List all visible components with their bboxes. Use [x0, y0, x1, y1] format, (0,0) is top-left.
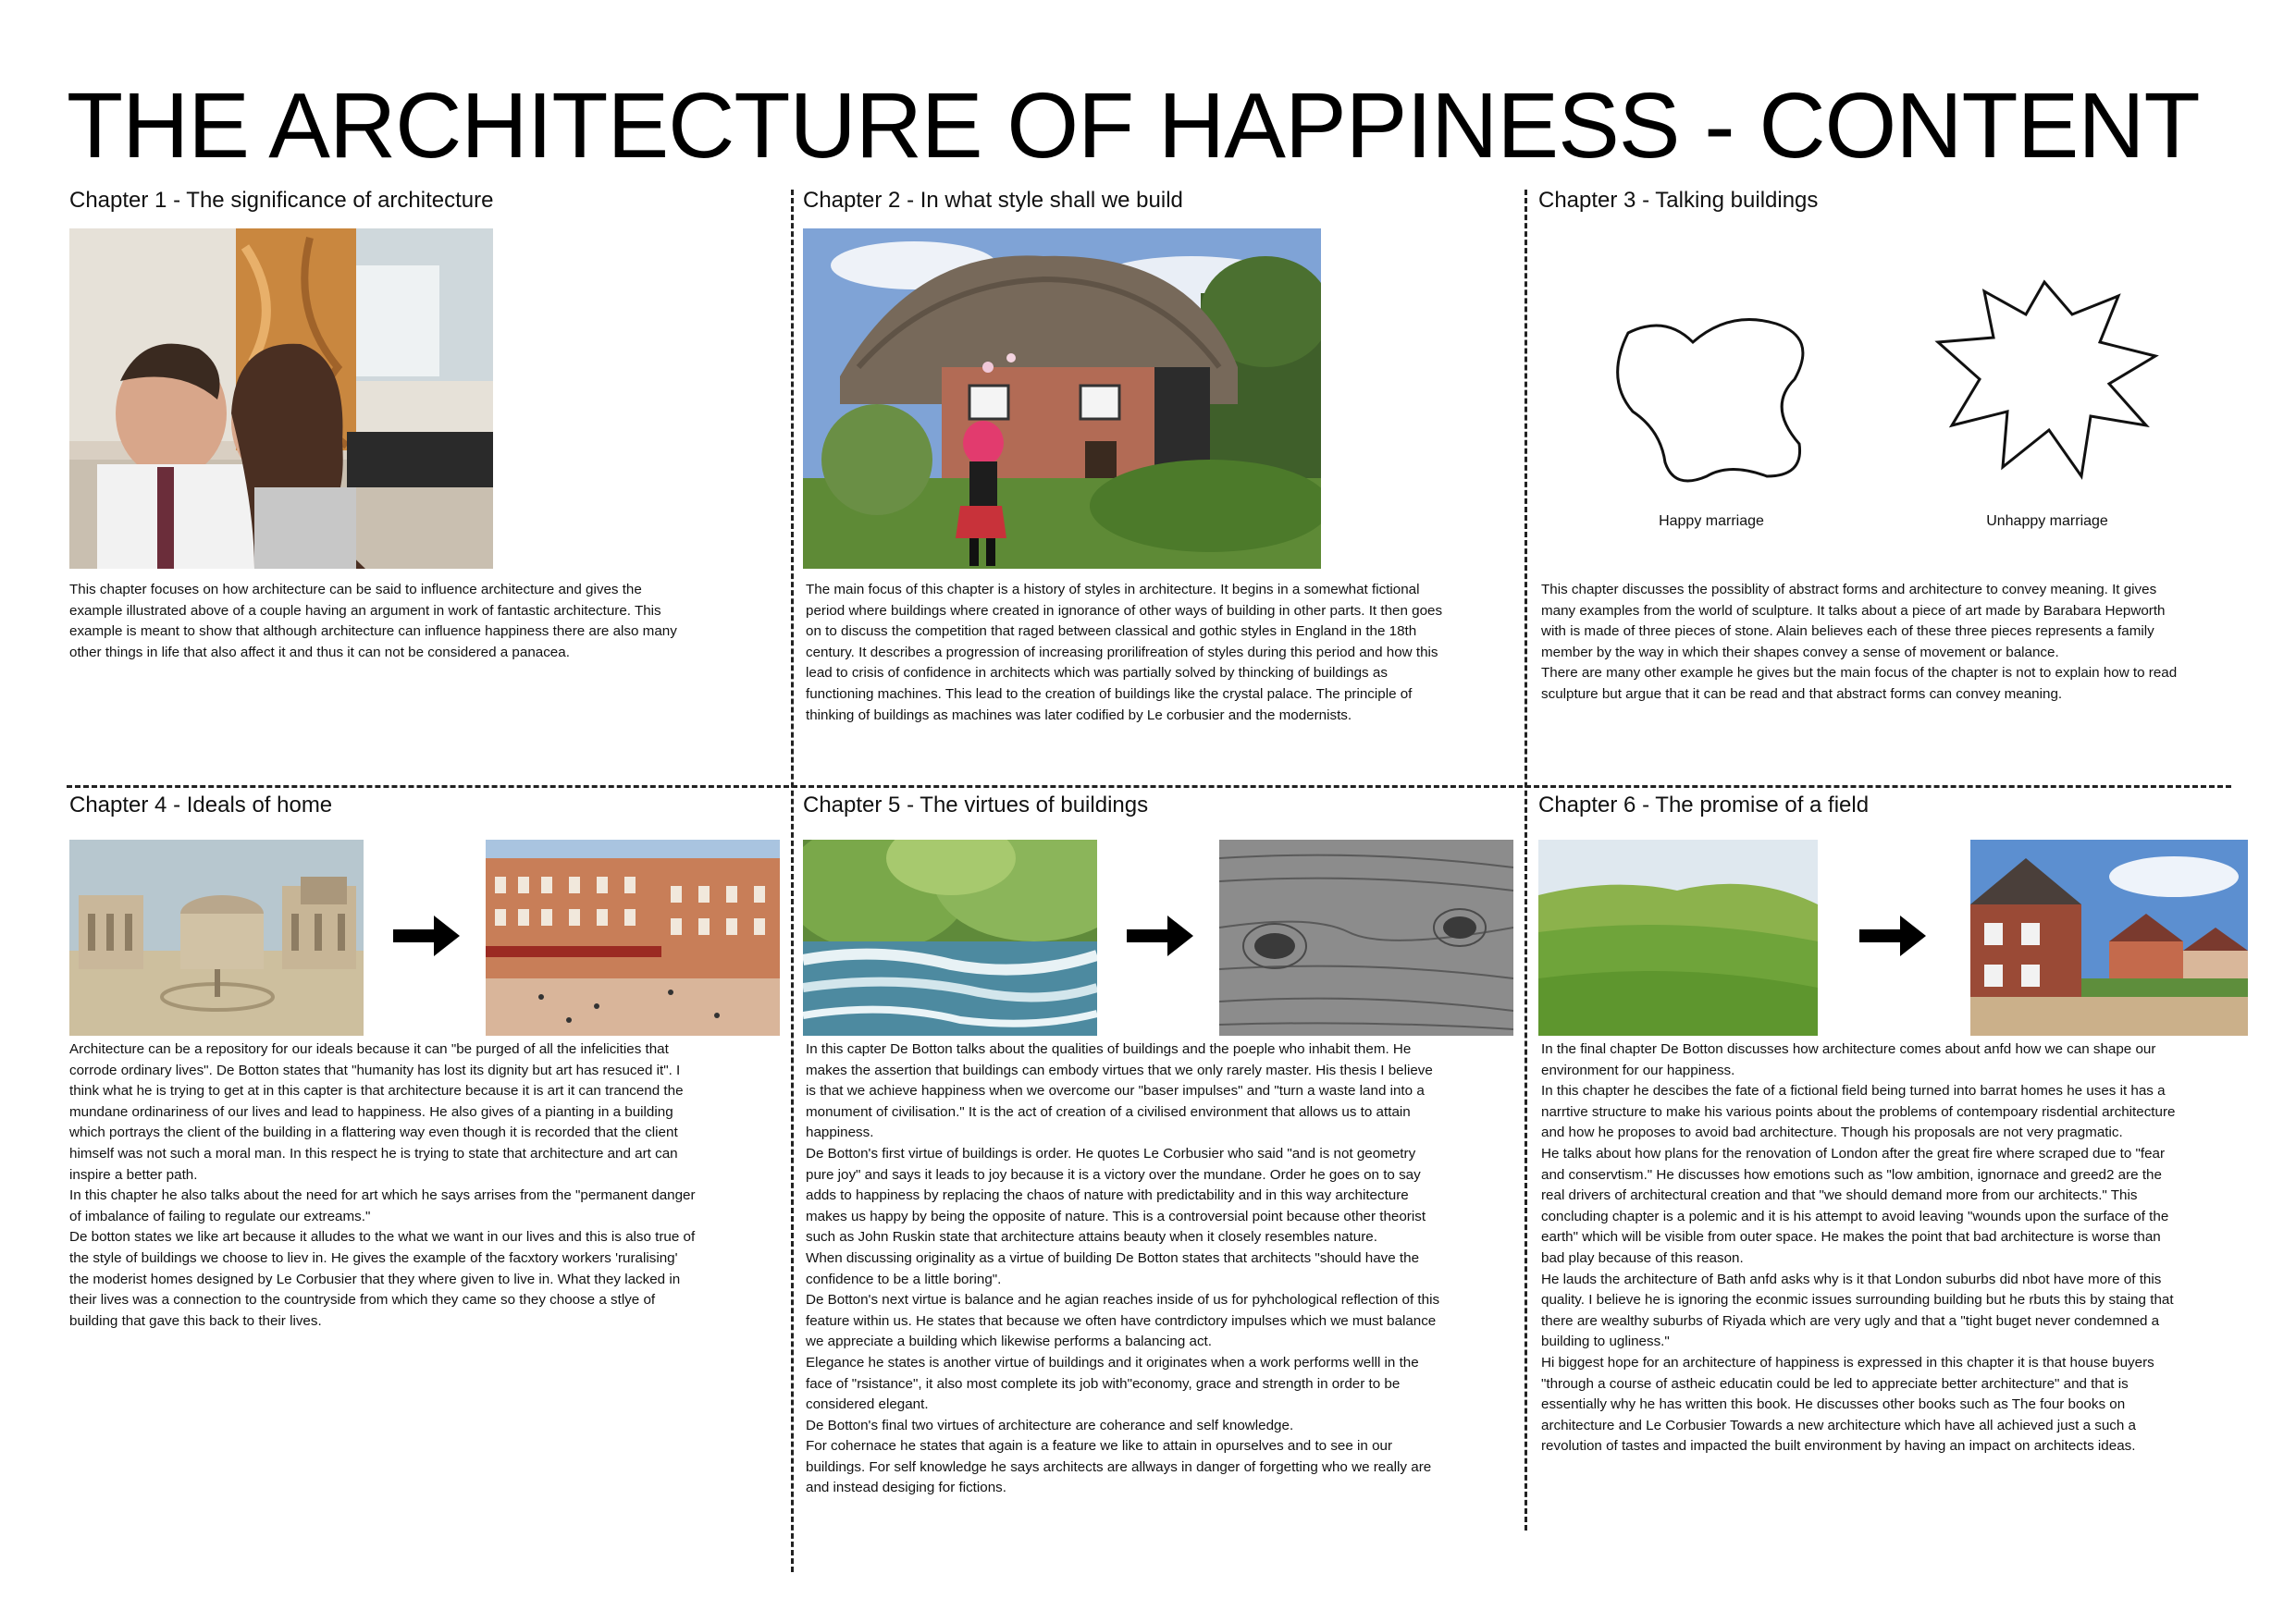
chapter-2	[803, 188, 1506, 215]
paragraph: In this chapter he descibes the fate of a fictional field being turned into barrat homes he uses it has a narrtive structure to make his various points about the problems of contempoary risdential architecture and how he proposes to avoid bad architecture. Though his proposals are not very pragmatic.	[1541, 1083, 2176, 1141]
siena-piazza-photo	[486, 840, 780, 1036]
green-field-photo	[1538, 840, 1818, 1036]
river-rapids-photo	[803, 840, 1097, 1036]
column-divider-2	[1524, 190, 1527, 1531]
unhappy-marriage-caption: Unhappy marriage	[1986, 513, 2108, 529]
paragraph: In this chapter he also talks about the need for art which he says arrises from the "permanent danger of imbalance of failing to regulate our extreams."	[69, 1187, 696, 1224]
arrow-right-icon	[393, 916, 460, 956]
paragraph: De Botton's next virtue is balance and he agian reaches inside of us for pyhchological reflection of this feature within us. He states that because we often have contrdictory impulses which we must balance we appreciate a building which likewise performs a balancing act.	[806, 1292, 1440, 1350]
paragraph: He talks about how plans for the renovation of London after the great fire where scraped due to "fear and conservtism." He discusses how emotions such as "low ambition, ignornace and greed2 are the real drivers of architectural creation and that "we should demand more from our architects." This concluding chapter is a polemic and it is his attempt to avoid leaving "wounds upon the surface of the earth" which will be visible from outer space. He makes the point that bad architecture is worse than bad play because of this reason.	[1541, 1145, 2169, 1266]
paragraph: The main focus of this chapter is a history of styles in architecture. It begins in a somewhat fictional period where buildings where created in ignorance of other ways of building in other parts. It then goes on to discuss the competition that raged between classical and gothic styles in England in the 18th century. It describes a progression of increasing prorilifreation of styles during this period and how this lead to crisis of confidence in architects which was partially solved by thincking of buildings as functioning machines. This lead to the creation of buildings like the crystal palace. The principle of thinking of buildings as machines was later codified by Le corbusier and the modernists.	[806, 582, 1443, 723]
chapter-1	[69, 188, 772, 215]
thatched-cottage-photo	[803, 228, 1321, 569]
paragraph: De botton states we like art because it alludes to the what we want in our lives and this is also true of the style of buildings we choose to liev in. He gives the example of the facxtory workers 'ruralising' the moderist homes designed by Le Corbusier that they where given to live in. What they lacked in their lives was a connection to the countryside from which they came so they choose a stlye of building that gave this back to their lives.	[69, 1229, 696, 1329]
paragraph: Architecture can be a repository for our ideals because it can "be purged of all the infelicities that corrode ordinary lives". De Botton states that "humanity has lost its dignity but art has resuced it". I think what he is trying to get at in this capter is that architecture because it is art it can trancend the mundane ordinariness of our lives and lead to happiness. He also gives of a pianting in a building which portrays the client of the building in a flattering way even though it is recorded that the client himself was not such a moral man. In this respect he is trying to state that architecture and art can inspire a better path.	[69, 1041, 684, 1183]
happy-marriage-shape	[1600, 305, 1832, 490]
row-divider	[67, 785, 2231, 788]
paragraph: There are many other example he gives but the main focus of the chapter is not to explain how to read sculpture but argue that it can be read and that abstract forms can convey meaning.	[1541, 665, 2178, 702]
chapter-heading: Chapter 1 - The significance of architecture	[69, 188, 494, 213]
paragraph: In this capter De Botton talks about the qualities of buildings and the poeple who inhabit them. He makes the assertion that buildings can embody virtues that we only rarely master. His thesis I believe is that we achieve happiness when we overcome our "baser impulses" and "turn a waste land into a monument of civilisation." It is the act of creation of a civilised environment that allows us to attain happiness.	[806, 1041, 1433, 1141]
column-divider-1	[791, 190, 794, 1572]
chapter-heading: Chapter 6 - The promise of a field	[1538, 793, 1870, 818]
chapter-6-body	[1541, 1039, 2179, 1457]
new-housing-estate-photo	[1970, 840, 2248, 1036]
chapter-heading: Chapter 4 - Ideals of home	[69, 793, 333, 818]
paragraph: He lauds the architecture of Bath anfd asks why is it that London suburbs did nbot have more of this quality. I believe he is ignoring the econmic issues surrounding building but he rbuts this by staing that there are wealthy suburbs of Riyada which are very ugly and that a "tight buget never condemned a building to ugliness."	[1541, 1271, 2174, 1350]
paragraph: In the final chapter De Botton discusses how architecture comes about anfd how we can shape our environment for our happiness.	[1541, 1041, 2156, 1078]
chapter-4-body	[69, 1039, 698, 1332]
couple-arguing-photo	[69, 228, 493, 569]
chapter-4	[69, 793, 772, 819]
chapter-heading: Chapter 5 - The virtues of buildings	[803, 793, 1149, 818]
chapter-3-body	[1541, 580, 2179, 706]
chapter-heading: Chapter 3 - Talking buildings	[1538, 188, 1819, 213]
paragraph: Hi biggest hope for an architecture of happiness is expressed in this chapter it is that house buyers "through a course of astheic educatin could be led to appreciate better architecture" and that is essentially why he has written this book. He discusses other books such as The four books on architecture and Le Corbusier Towards a new architecture which have all achieved just a such a revolution of tastes and impacted the built environment by having an impact on architects ideas.	[1541, 1354, 2154, 1455]
happy-marriage-caption: Happy marriage	[1659, 513, 1764, 529]
paragraph: For cohernace he states that again is a feature we like to attain in opurselves and to see in our buildings. For self knowledge he says architects are allways in danger of forgetting who we really are and instead desiging for fictions.	[806, 1438, 1432, 1496]
chapter-5-body	[806, 1039, 1444, 1499]
unhappy-marriage-shape	[1933, 277, 2165, 490]
paragraph: De Botton's final two virtues of architecture are coherance and self knowledge.	[806, 1417, 1294, 1433]
arrow-right-icon	[1127, 916, 1193, 956]
paragraph: Elegance he states is another virtue of buildings and it originates when a work performs welll in the face of "rsistance", it also most complete its job with"economy, grace and strength in order to be considered elegant.	[806, 1354, 1419, 1413]
paragraph: This chapter focuses on how architecture can be said to influence architecture and gives the example illustrated above of a couple having an argument in work of fantastic architecture. This example is meant to show that although architecture can influence happiness there are also many other things in life that also affect it and thus it can not be considered a panacea.	[69, 582, 677, 660]
paragraph: When discussing originality as a virtue of building De Botton states that architects "should have the confidence to be a little boring".	[806, 1249, 1420, 1287]
chapter-1-body	[69, 580, 698, 663]
ideal-city-painting	[69, 840, 364, 1036]
chapter-3	[1538, 188, 2241, 215]
chapter-6	[1538, 793, 2241, 819]
arrow-right-icon	[1859, 916, 1926, 956]
chapter-5	[803, 793, 1506, 819]
paragraph: De Botton's first virtue of buildings is order. He quotes Le Corbusier who said "and is not geometry pure joy" and says it leads to joy because it is a victory over the mundane. Order he goes on to say adds to happiness by replacing the chaos of nature with predictability and in this way architecture makes us happy by being the opposite of nature. This is a controversial point because other theorist such as John Ruskin state that architecture attains beauty when it closely resembles nature.	[806, 1145, 1426, 1246]
paragraph: This chapter discusses the possiblity of abstract forms and architecture to convey meaning. It gives many examples from the world of sculpture. It talks about a piece of art made by Barabara Hepworth with is made of three pieces of stone. Alain believes each of these three pieces represents a family member by the way in which their shapes convey a sense of movement or balance.	[1541, 582, 2166, 660]
wood-grain-photo	[1219, 840, 1513, 1036]
chapter-heading: Chapter 2 - In what style shall we build	[803, 188, 1183, 213]
page-title: THE ARCHITECTURE OF HAPPINESS - CONTENT	[67, 74, 2200, 178]
chapter-2-body	[806, 580, 1444, 726]
